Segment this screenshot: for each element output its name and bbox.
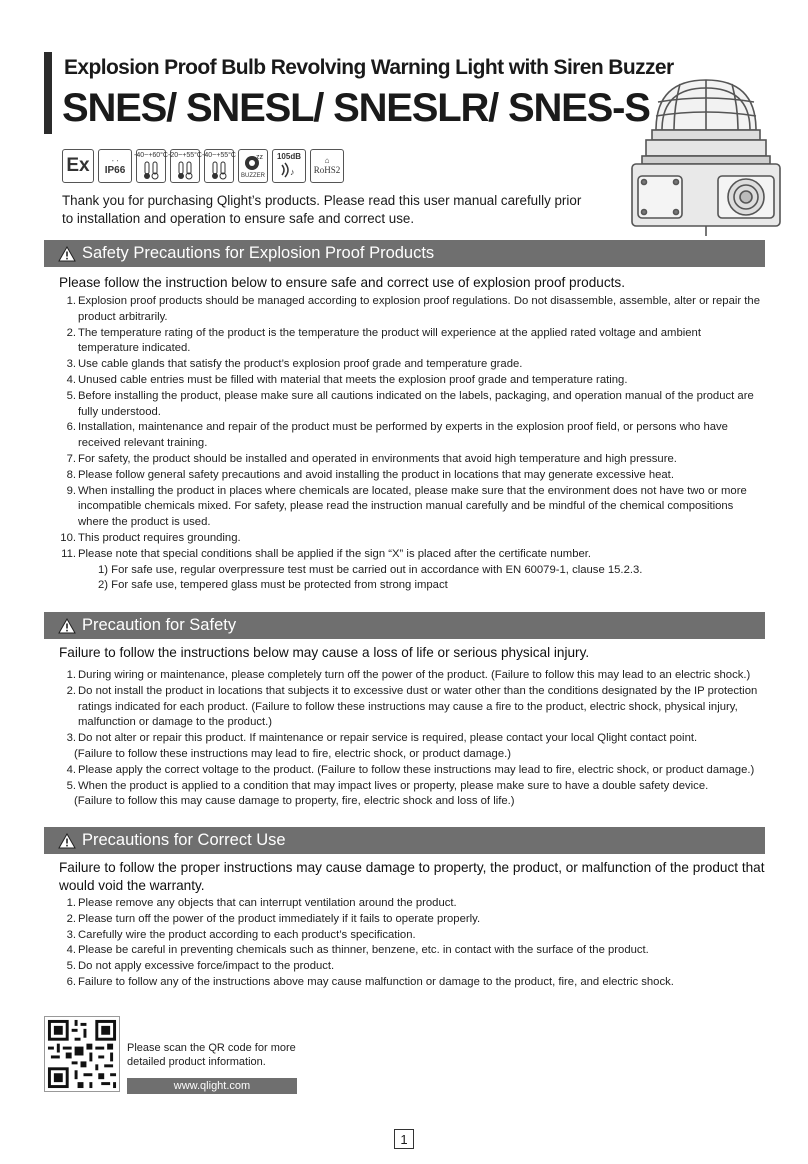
svg-text:zz: zz <box>256 154 263 161</box>
list-item: 8. Please follow general safety precautions and avoid installing the product in locations that may generate excessive heat. <box>66 468 674 481</box>
list-item: 7. For safety, the product should be installed and operated in environments that avoid high temperature and high pressure. <box>66 452 677 465</box>
title-accent-bar <box>44 52 52 134</box>
rohs-icon: ⌂ RoHS2 <box>310 149 344 183</box>
list-item: 3. Use cable glands that satisfy the product’s explosion proof grade and temperature grade. <box>66 358 523 371</box>
list-item: 4. Please be careful in preventing chemicals such as thinner, benzene, etc. in contact with the surface of the product. <box>66 944 649 957</box>
section-title: Precautions for Correct Use <box>82 831 286 849</box>
list-item: 10. This product requires grounding. <box>60 531 241 544</box>
list-item: (Failure to follow this may cause damage to property, fire, electric shock and loss of life.) <box>74 795 515 808</box>
section-title: Safety Precautions for Explosion Proof Products <box>82 244 435 262</box>
qr-code[interactable] <box>44 1016 120 1092</box>
list-item: (Failure to follow these instructions may lead to fire, electric shock, or product damage.) <box>74 747 512 760</box>
section-lead: Failure to follow the instructions below may cause a loss of life or serious physical injury. <box>59 645 590 660</box>
list-item: 5. When the product is applied to a condition that may impact lives or property, please make sure to have a double safety device. <box>66 779 709 792</box>
list-item: 1. Explosion proof products should be managed according to explosion proof regulations. Do not disassemble, assemble, alter or repair the product arbitrarily. <box>66 295 760 323</box>
safety-list <box>60 668 760 810</box>
decibel-icon: 105dB ♪ <box>272 149 306 183</box>
temperature-range-icon-1: -40~+60°C <box>136 149 166 183</box>
list-item: 1. During wiring or maintenance, please completely turn off the power of the product. (Failure to follow this may lead to an electric shock.) <box>66 669 751 681</box>
temperature-range-icon-3: -40~+55°C <box>204 149 234 183</box>
intro-text: Thank you for purchasing Qlight’s products. Please read this user manual carefully prior to installation and operation to ensure safe and correct use. <box>62 193 582 226</box>
section-header-correct-use <box>44 827 765 854</box>
temperature-range-icon-2: -20~+55°C <box>170 149 200 183</box>
list-item: 9. When installing the product in places where chemicals are located, please make sure that the environment does not have two or more incompatible chemicals mixed. For safety, please read the instruction manual carefully and be mindful of the chemical compositions where the product is used. <box>66 484 747 529</box>
qr-code-icon <box>45 1017 119 1091</box>
list-item: 6. Installation, maintenance and repair of the product must be performed by experts in the explosion proof field, or persons who have received relevant training. <box>66 421 728 450</box>
certification-icons <box>62 149 344 187</box>
correct-use-list <box>60 896 760 991</box>
warning-icon <box>58 833 76 849</box>
ex-mark-icon: Ex <box>62 149 94 183</box>
sub-list-item: 2) For safe use, tempered glass must be protected from strong impact <box>98 579 448 592</box>
list-item: 2. Do not install the product in locations that subjects it to excessive dust or water other than the conditions designated by the IP protection ratings indicated for each product. (Failure to follow these instructions may cause a fire to the product, electric shock, physical injury, malfunction or damage to the product.) <box>66 684 758 729</box>
document-subtitle: Explosion Proof Bulb Revolving Warning Light with Siren Buzzer <box>64 56 674 79</box>
section-header-explosion-proof <box>44 240 765 267</box>
page-number: 1 <box>394 1129 414 1149</box>
section-header-safety <box>44 612 765 639</box>
svg-text:♪: ♪ <box>290 167 295 177</box>
list-item: 3. Carefully wire the product according to each product’s specification. <box>66 928 416 941</box>
list-item: 1. Please remove any objects that can interrupt ventilation around the product. <box>66 897 457 909</box>
list-item: 2. The temperature rating of the product is the temperature the product will experience at the applied rated voltage and ambient temperature indicated. <box>66 326 701 355</box>
product-illustration <box>622 72 790 240</box>
qr-instructions: Please scan the QR code for more detailed product information. <box>127 1042 296 1068</box>
list-item: 11. Please note that special conditions shall be applied if the sign “X” is placed after the certificate number. <box>61 547 592 560</box>
list-item: 4. Unused cable entries must be filled with material that meets the explosion proof grade and temperature rating. <box>66 373 628 386</box>
list-item: 5. Do not apply excessive force/impact to the product. <box>66 960 335 973</box>
list-item: 6. Failure to follow any of the instructions above may cause malfunction or damage to the product, fire, and electric shock. <box>66 975 674 988</box>
document-title: SNES/ SNESL/ SNESLR/ SNES-S <box>62 86 650 130</box>
warning-icon <box>58 618 76 634</box>
section-lead: Please follow the instruction below to ensure safe and correct use of explosion proof products. <box>59 275 625 290</box>
buzzer-icon: zz BUZZER <box>238 149 268 183</box>
sub-list-item: 1) For safe use, regular overpressure test must be carried out in accordance with EN 60079-1, clause 15.2.3. <box>98 563 643 576</box>
section-title: Precaution for Safety <box>82 616 237 634</box>
ip66-icon: ᐧ ᐧ IP66 <box>98 149 132 183</box>
website-link[interactable]: www.qlight.com <box>127 1078 297 1094</box>
list-item: 2. Please turn off the power of the product immediately if it fails to operate properly. <box>66 912 481 925</box>
list-item: 5. Before installing the product, please make sure all cautions indicated on the labels, packaging, and operation manual of the product are fully understood. <box>66 389 754 418</box>
list-item: 3. Do not alter or repair this product. If maintenance or repair service is required, please contact your local Qlight contact point. <box>66 732 698 745</box>
precaution-list <box>60 294 760 594</box>
warning-icon <box>58 246 76 262</box>
list-item: 4. Please apply the correct voltage to the product. (Failure to follow these instructions may lead to fire, electric shock, or product damage.) <box>66 763 755 776</box>
section-lead: Failure to follow the proper instructions may cause damage to property, the product, or malfunction of the product that would void the warranty. <box>59 860 765 893</box>
